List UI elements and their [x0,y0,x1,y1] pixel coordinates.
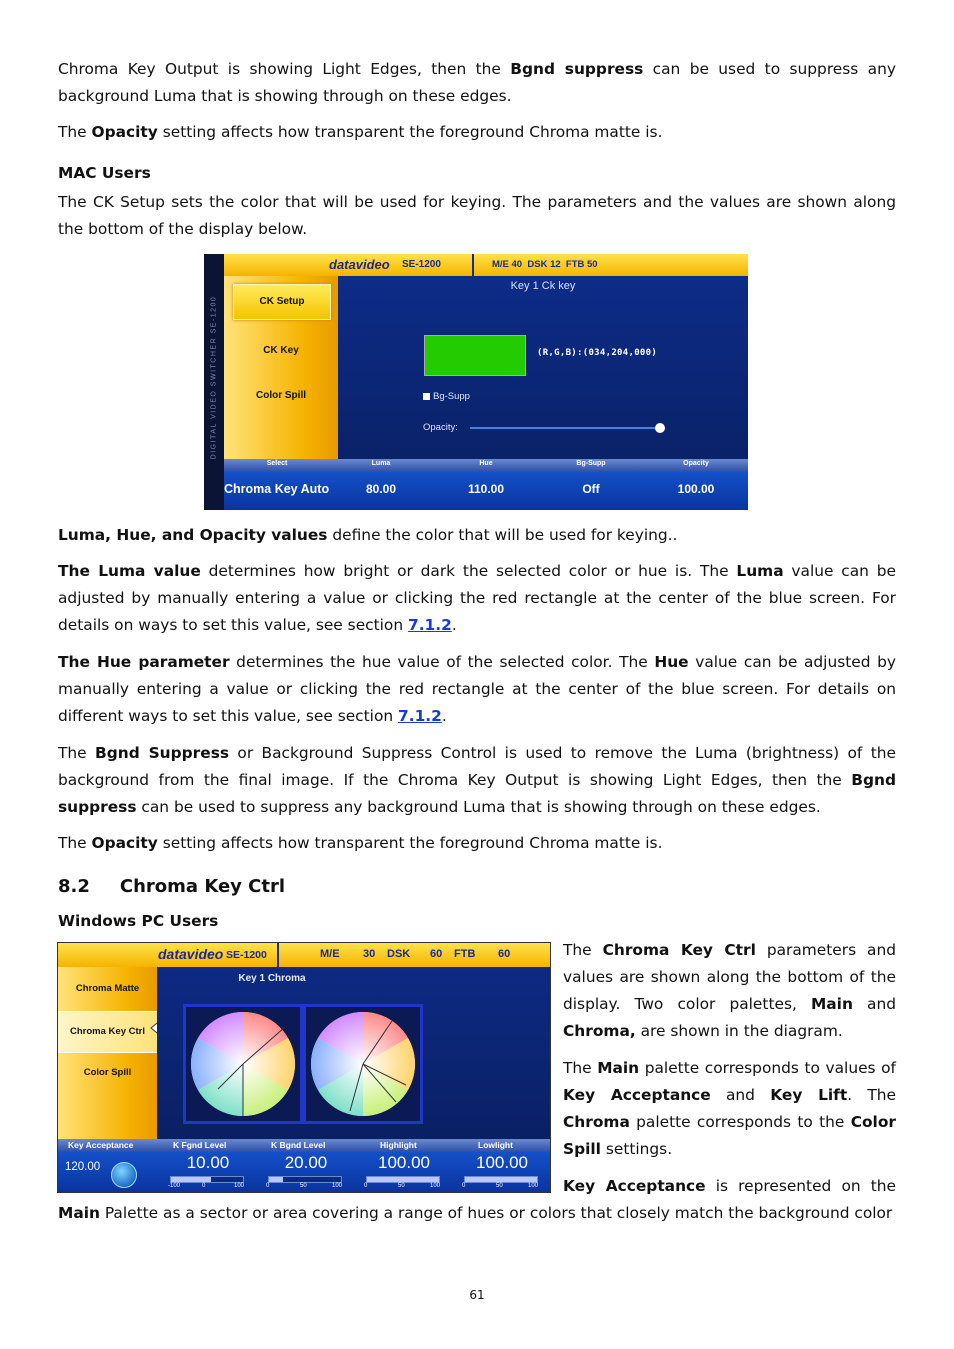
param-header-4: Opacity [683,460,709,467]
bg-supp-label: Bg-Supp [433,391,470,402]
slider-tick-label: 0 [462,1183,466,1189]
slider-tick-label: 0 [266,1183,270,1189]
param-slider-3[interactable] [366,1176,440,1183]
slider-tick-label: 50 [300,1183,307,1189]
rgb-readout: (R,G,B):(034,204,000) [537,348,658,358]
panel-title: Key 1 Ck key [510,280,576,292]
paragraph-hue-parameter: The Hue parameter determines the hue value of the selected color. The Hue value can be adjusted by manually entering a value or clicking the red rectangle at the center of the blue screen. For details on different ways to set this value, see section 7.1.2. [58,653,896,725]
slider-tick-label: 100 [332,1183,343,1189]
link-section-7-1-2[interactable]: 7.1.2 [398,707,442,725]
slider-tick-label: 0 [202,1183,206,1189]
paragraph-key-acceptance: Key Acceptance is represented on the [563,1177,896,1195]
slider-tick-label: 50 [398,1183,405,1189]
header-bar [58,943,550,967]
paragraph-bgnd-suppress: The Bgnd Suppress or Background Suppress Control is used to remove the Luma (brightness) of the background from the final image. If the Chroma Key Output is showing Light Edges, then the Bgnd suppress can be used to suppress any background Luma that is showing through on these edges. [58,744,896,816]
param-header-2: K Bgnd Level [271,1140,326,1150]
status-dsk-value: 60 [430,948,443,960]
param-header-0: Select [266,460,288,467]
paragraph-ck-setup: The CK Setup sets the color that will be used for keying. The parameters and the values are shown along the bottom of the display below. [58,193,896,238]
brand-logo: datavideo [329,257,390,272]
chroma-color-wheel [306,1007,420,1121]
page-number: 61 [469,1288,485,1302]
param-value-4[interactable]: 100.00 [677,482,715,496]
param-value-row [58,1152,550,1192]
section-title: Chroma Key Ctrl [119,876,286,897]
header-bar [224,254,748,276]
param-header-1: K Fgnd Level [173,1140,227,1150]
slider-tick-label: 50 [496,1183,503,1189]
param-value-1[interactable]: 10.00 [186,1153,230,1172]
ck-setup-screenshot [204,254,748,510]
model-label: SE-1200 [226,949,267,961]
model-label: SE-1200 [402,259,441,270]
key-acceptance-dial[interactable] [111,1162,137,1188]
menu-chroma-matte[interactable]: Chroma Matte [75,983,140,994]
param-header-1: Luma [371,460,391,467]
paragraph-luma-hue-opacity: Luma, Hue, and Opacity values define the color that will be used for keying.. [58,526,678,544]
param-slider-4[interactable] [464,1176,538,1183]
paragraph-luma-value: The Luma value determines how bright or dark the selected color or hue is. The Luma value can be adjusted by manually entering a value or clicking the red rectangle at the center of the blue screen. For details on ways to set this value, see section 7.1.2. [58,562,896,634]
status-ftb-value: 60 [498,948,511,960]
status-me-value: 30 [363,948,376,960]
param-slider-fill-4 [465,1177,537,1182]
slider-tick-label: 100 [430,1183,441,1189]
main-panel [157,967,550,1139]
menu-color-spill[interactable]: Color Spill [256,390,306,401]
status-dsk-label: DSK [387,948,411,960]
chroma-key-ctrl-screenshot [57,942,551,1193]
param-header-row [224,459,748,472]
paragraph-bgnd-suppress-intro: Chroma Key Output is showing Light Edges, then the Bgnd suppress can be used to suppress any background Luma that is showing through on these edges. [58,60,896,105]
brand-logo: datavideo [158,946,224,962]
slider-tick-label: 100 [234,1183,245,1189]
menu-column [224,276,338,459]
param-value-0[interactable]: 120.00 [65,1161,101,1173]
paragraph-chroma-key-ctrl: The Chroma Key Ctrl parameters and values are shown along the bottom of the display. Two color palettes, Main and Chroma, are shown in the diagram. [563,941,897,1040]
slider-tick-label: 0 [364,1183,368,1189]
param-slider-fill-1 [171,1177,211,1182]
status-ftb-label: FTB [454,948,476,960]
paragraph-main-palette: The Main palette corresponds to values of Key Acceptance and Key Lift. The Chroma palette corresponds to the Color Spill settings. [563,1059,896,1158]
main-color-wheel [186,1007,300,1121]
paragraph-opacity: The Opacity setting affects how transparent the foreground Chroma matte is. [58,123,663,141]
param-slider-fill-2 [269,1177,283,1182]
param-header-2: Hue [479,460,493,467]
param-slider-1[interactable] [170,1176,244,1183]
param-header-3: Highlight [380,1140,417,1150]
menu-ck-setup[interactable]: CK Setup [233,284,331,320]
menu-color-spill[interactable]: Color Spill [83,1067,132,1078]
bg-supp-checkbox[interactable] [423,393,430,400]
param-header-3: Bg-Supp [576,460,606,467]
side-strip [204,254,224,510]
opacity-label: Opacity: [423,422,458,433]
param-header-row [58,1139,550,1152]
paragraph-opacity-2: The Opacity setting affects how transparent the foreground Chroma matte is. [58,834,663,852]
side-label: DIGITAL VIDEO SWITCHER SE-1200 [210,295,218,460]
param-slider-2[interactable] [268,1176,342,1183]
menu-chroma-key-ctrl[interactable]: Chroma Key Ctrl [58,1011,157,1053]
chroma-palette[interactable] [303,1004,423,1124]
header-divider [472,254,474,276]
param-value-4[interactable]: 100.00 [476,1153,528,1172]
menu-column [58,967,157,1139]
slider-tick-label: 100 [528,1183,539,1189]
opacity-slider[interactable] [470,427,660,429]
param-slider-fill-3 [367,1177,439,1182]
param-value-3[interactable]: Off [582,482,600,496]
param-value-3[interactable]: 100.00 [378,1153,430,1172]
link-section-7-1-2[interactable]: 7.1.2 [408,616,452,634]
menu-ck-key[interactable]: CK Key [263,345,299,356]
header-divider [277,943,279,967]
param-value-1[interactable]: 80.00 [365,482,397,496]
param-value-2[interactable]: 110.00 [467,482,505,496]
status-me-label: M/E [320,948,340,960]
section-number: 8.2 [58,876,90,897]
main-panel [338,276,748,459]
heading-windows-users: Windows PC Users [58,912,219,930]
param-value-row [224,472,748,510]
param-value-0[interactable]: Chroma Key Auto [224,482,330,496]
slider-tick-label: -100 [168,1183,181,1189]
heading-mac-users: MAC Users [58,164,151,182]
color-swatch[interactable] [424,335,526,376]
status-readout: M/E 40 DSK 12 FTB 50 [492,259,598,270]
panel-title: Key 1 Chroma [238,973,306,984]
paragraph-key-acceptance-cont: Main Palette as a sector or area covering a range of hues or colors that closely match the background color [58,1204,893,1222]
param-header-4: Lowlight [478,1140,513,1150]
section-heading [58,876,285,897]
opacity-slider-knob[interactable] [655,423,665,433]
param-header-0: Key Acceptance [68,1140,134,1150]
main-palette[interactable] [183,1004,303,1124]
param-value-2[interactable]: 20.00 [284,1153,328,1172]
